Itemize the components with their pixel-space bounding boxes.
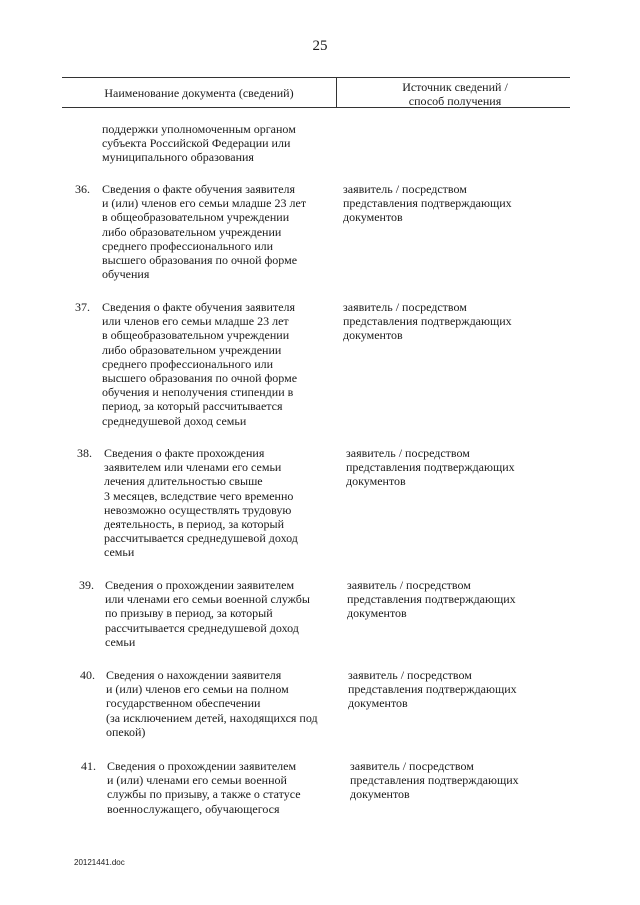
row-source: заявитель / посредством представления подтверждающих документов bbox=[348, 668, 517, 711]
row-document: Сведения о факте прохождения заявителем или членами его семьи лечения длительностью свыше 3 месяцев, вследствие чего временно невозможно осуществлять трудовую деятельность, в период, за который рассчитывается среднедушевой доход семьи bbox=[104, 446, 298, 560]
header-document-column: Наименование документа (сведений) bbox=[104, 86, 294, 100]
header-column-separator bbox=[336, 77, 337, 107]
row-source: заявитель / посредством представления подтверждающих документов bbox=[343, 182, 512, 225]
footer-filename: 20121441.doc bbox=[74, 858, 125, 867]
row-number: 38. bbox=[77, 446, 92, 460]
row-document: Сведения о факте обучения заявителя или членов его семьи младше 23 лет в общеобразовательном учреждении либо образовательном учреждении среднего профессионального или высшего образования по очной форме обучения и неполучения стипендии в период, за который рассчитывается среднедушевой доход семьи bbox=[102, 300, 298, 428]
row-document: Сведения о прохождении заявителем и (или) членами его семьи военной службы по призыву, а также о статусе военнослужащего, обучающегося bbox=[107, 759, 301, 816]
row-document: Сведения о факте обучения заявителя и (или) членов его семьи младше 23 лет в общеобразовательном учреждении либо образовательном учреждении среднего профессионального или высшего образования по очной форме обучения bbox=[102, 182, 307, 282]
row-number: 36. bbox=[75, 182, 90, 196]
row-source: заявитель / посредством представления подтверждающих документов bbox=[346, 446, 515, 489]
header-source-column: Источник сведений / способ получения bbox=[402, 80, 508, 108]
row-number: 40. bbox=[80, 668, 95, 682]
row-document: Сведения о прохождении заявителем или членами его семьи военной службы по призыву в период, за который рассчитывается среднедушевой доход семьи bbox=[105, 578, 310, 649]
row-number: 39. bbox=[79, 578, 94, 592]
continuation-text: поддержки уполномоченным органом субъекта Российской Федерации или муниципального образования bbox=[102, 122, 296, 165]
row-number: 41. bbox=[81, 759, 96, 773]
table-top-rule bbox=[62, 77, 570, 78]
row-document: Сведения о нахождении заявителя и (или) членов его семьи на полном государственном обеспечении (за исключением детей, находящихся под опекой) bbox=[106, 668, 318, 739]
row-source: заявитель / посредством представления подтверждающих документов bbox=[347, 578, 516, 621]
row-number: 37. bbox=[75, 300, 90, 314]
row-source: заявитель / посредством представления подтверждающих документов bbox=[350, 759, 519, 802]
row-source: заявитель / посредством представления подтверждающих документов bbox=[343, 300, 512, 343]
page-number: 25 bbox=[312, 38, 328, 54]
